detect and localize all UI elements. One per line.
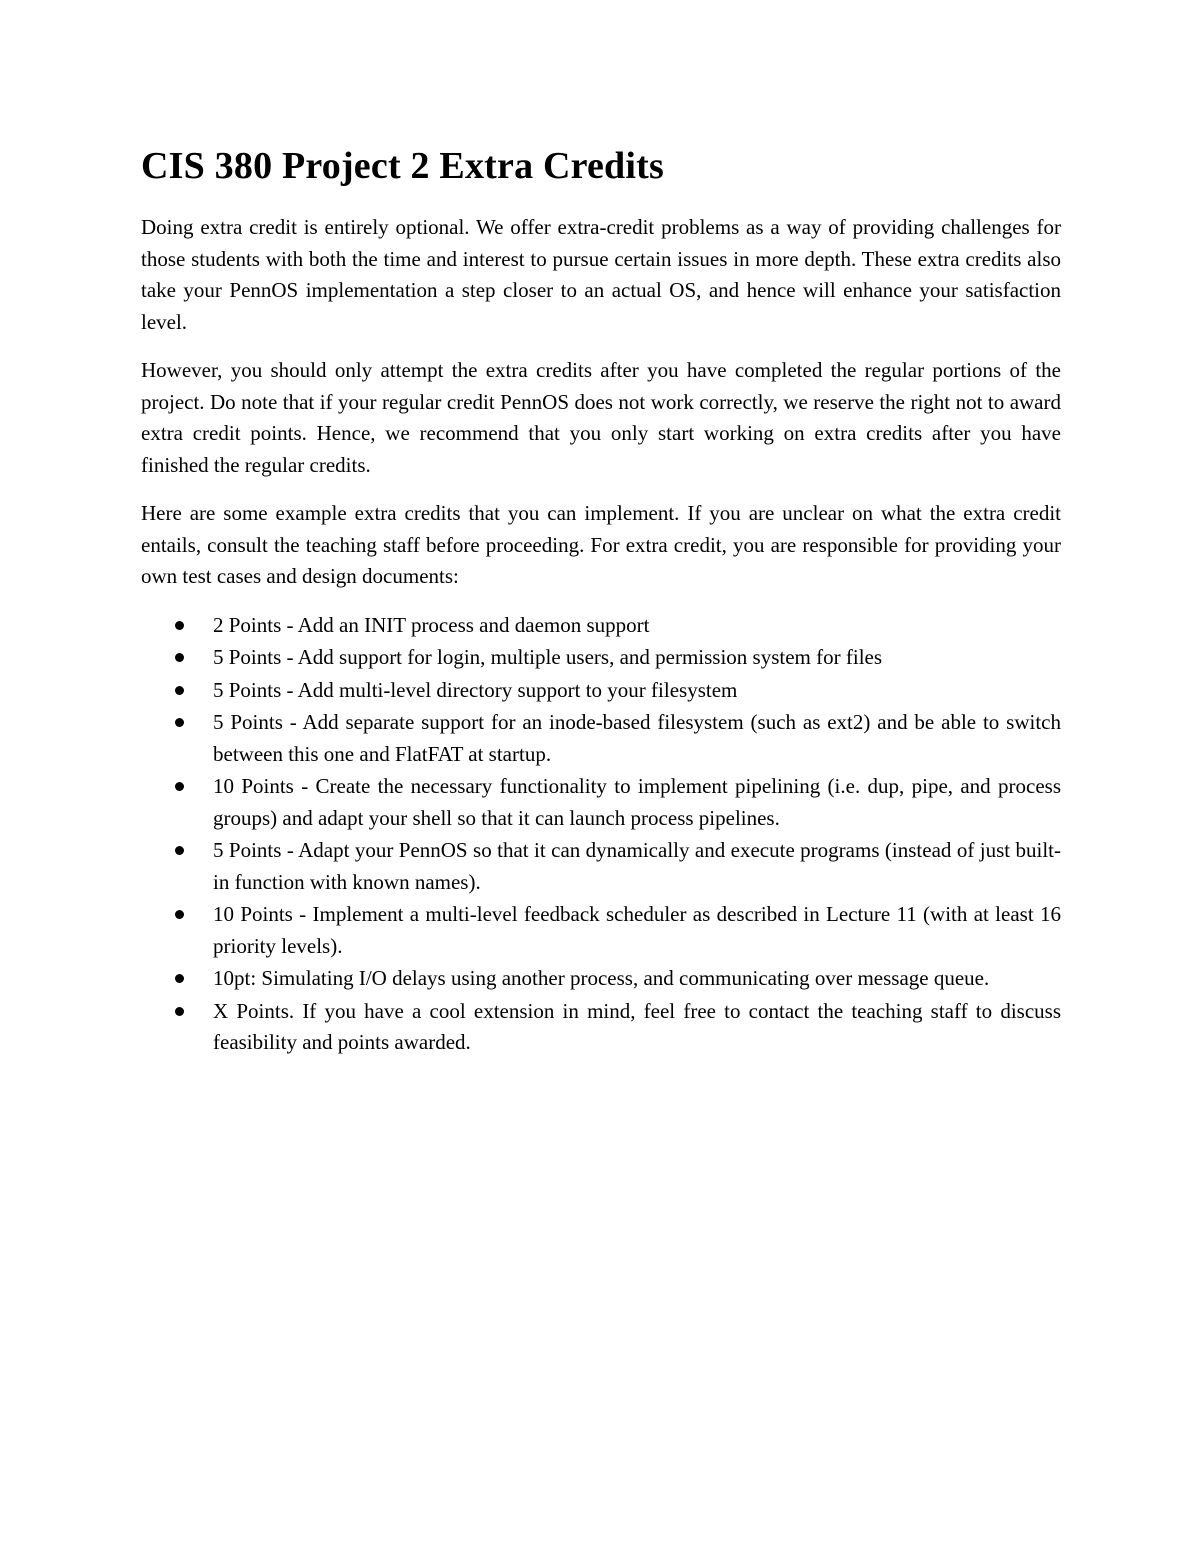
bullet-icon [175,718,184,727]
list-item [213,707,1061,770]
extra-credit-list [141,610,1061,1059]
list-item-text: 10 Points - Create the necessary functionality to implement pipelining (i.e. dup, pipe, and process groups) and adapt your shell so that it can launch process pipelines. [213,774,1061,830]
list-item [213,899,1061,962]
paragraph-warning: However, you should only attempt the extra credits after you have completed the regular portions of the project. Do note that if your regular credit PennOS does not work correctly, we reserve the right not to award extra credit points. Hence, we recommend that you only start working on extra credits after you have finished the regular credits. [141,358,1061,477]
paragraph-examples: Here are some example extra credits that you can implement. If you are unclear on what the extra credit entails, consult the teaching staff before proceeding. For extra credit, you are responsible for providing your own test cases and design documents: [141,501,1061,588]
bullet-icon [175,653,184,662]
bullet-icon [175,621,184,630]
list-item [213,835,1061,898]
list-item-text: 5 Points - Add multi-level directory support to your filesystem [213,677,738,702]
list-item-text: 5 Points - Add support for login, multiple users, and permission system for files [213,645,883,669]
bullet-icon [175,846,184,855]
list-item-text: 5 Points - Adapt your PennOS so that it can dynamically and execute programs (instead of just built-in function with known names). [213,838,1061,894]
list-item [213,610,1061,642]
list-item [213,771,1061,834]
list-item [213,675,1061,707]
document-page [141,142,1061,1060]
list-item [213,996,1061,1059]
list-item [213,642,1061,674]
list-item-text: X Points. If you have a cool extension in mind, feel free to contact the teaching staff to discuss feasibility and points awarded. [213,998,1061,1054]
bullet-icon [175,974,184,983]
list-item-text: 10 Points - Implement a multi-level feedback scheduler as described in Lecture 11 (with at least 16 priority levels). [213,902,1061,958]
bullet-icon [175,782,184,791]
bullet-icon [175,686,184,695]
list-item-text: 2 Points - Add an INIT process and daemon support [213,612,650,637]
list-item [213,963,1061,995]
list-item-text: 10pt: Simulating I/O delays using another process, and communicating over message queue. [213,966,990,990]
paragraph-intro: Doing extra credit is entirely optional. We offer extra-credit problems as a way of providing challenges for those students with both the time and interest to pursue certain issues in more depth. These extra credits also take your PennOS implementation a step closer to an actual OS, and hence will enhance your satisfaction level. [141,215,1061,334]
document-title: CIS 380 Project 2 Extra Credits [141,145,664,187]
list-item-text: 5 Points - Add separate support for an inode-based filesystem (such as ext2) and be able to switch between this one and FlatFAT at startup. [213,710,1061,766]
bullet-icon [175,910,184,919]
bullet-icon [175,1007,184,1016]
